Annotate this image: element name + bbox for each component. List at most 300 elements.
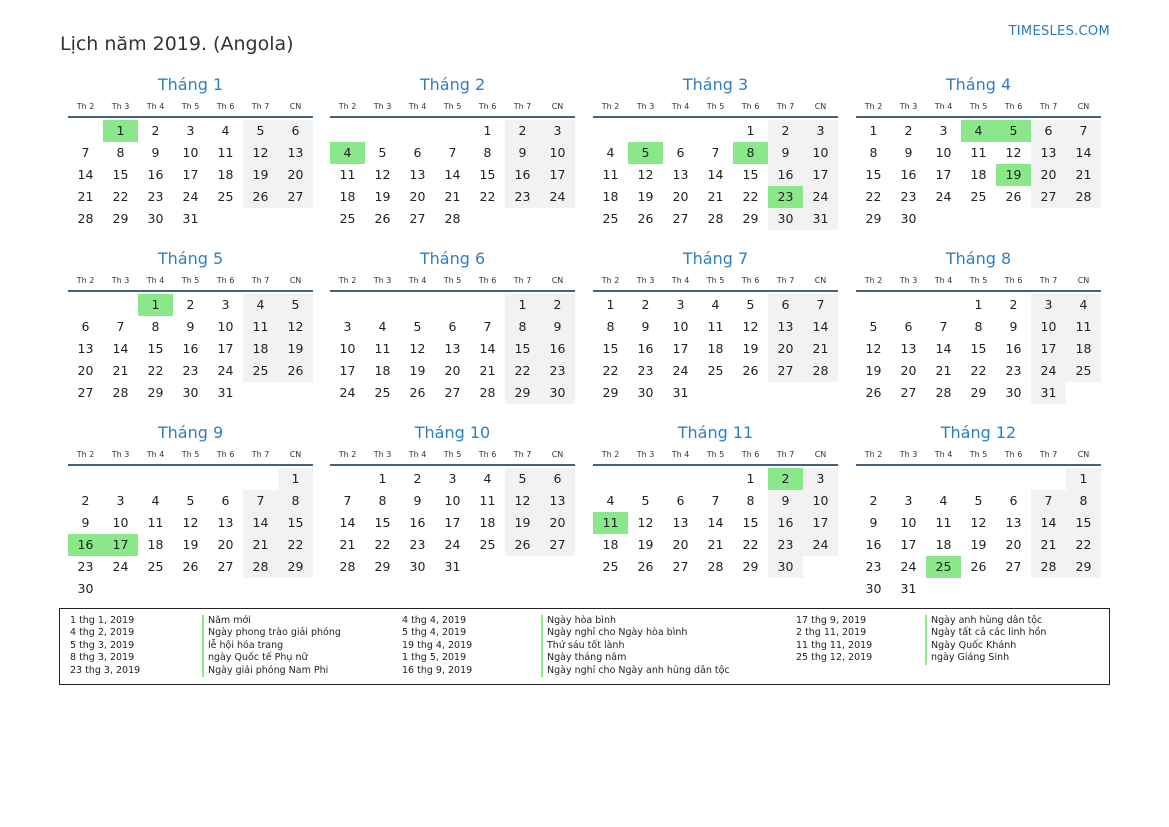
day-cell: 8 (505, 316, 540, 338)
day-cell: 30 (409, 559, 426, 574)
day-cell: 16 (900, 167, 917, 182)
legend-dates-col-3 (796, 615, 872, 665)
day-cell: 12 (243, 142, 278, 164)
day-cell: 12 (865, 341, 882, 356)
day-cell: 22 (374, 537, 391, 552)
weekday-label: Th 5 (443, 102, 462, 111)
day-cell: 4 (151, 493, 160, 508)
day-cell: 12 (637, 167, 654, 182)
day-cell: 5 (641, 493, 650, 508)
day-cell: 7 (483, 319, 492, 334)
weekday-header (856, 274, 1101, 288)
day-cell: 12 (637, 515, 654, 530)
day-cell: 25 (1066, 360, 1101, 382)
day-cell: 4 (221, 123, 230, 138)
day-cell: 12 (742, 319, 759, 334)
empty-cell (628, 468, 663, 490)
day-cell: 29 (505, 382, 540, 404)
day-cell: 24 (112, 559, 129, 574)
day-cell: 13 (672, 167, 689, 182)
day-cell: 10 (182, 145, 199, 160)
day-cell: 5 (974, 493, 983, 508)
day-cell: 4 (711, 297, 720, 312)
day-cell: 20 (409, 189, 426, 204)
day-cell: 22 (505, 360, 540, 382)
day-cell: 13 (672, 515, 689, 530)
weekday-label: Th 6 (741, 276, 760, 285)
month-divider (330, 464, 575, 466)
day-cell: 7 (711, 493, 720, 508)
day-cell: 31 (803, 208, 838, 230)
day-cell: 9 (641, 319, 650, 334)
legend-holiday-name: Ngày giải phóng Nam Phi (202, 665, 341, 677)
day-cell: 18 (217, 167, 234, 182)
day-cell: 26 (1005, 189, 1022, 204)
day-cell: 28 (243, 556, 278, 578)
day-cell: 3 (186, 123, 195, 138)
day-cell: 2 (540, 294, 575, 316)
day-cell: 26 (637, 559, 654, 574)
day-cell: 7 (243, 490, 278, 512)
day-cell: 16 (540, 338, 575, 360)
day-cell: 13 (217, 515, 234, 530)
empty-cell (663, 120, 698, 142)
weekday-label: Th 3 (373, 276, 392, 285)
day-cell: 28 (935, 385, 952, 400)
day-cell: 12 (278, 316, 313, 338)
day-cell: 12 (182, 515, 199, 530)
empty-cell (400, 294, 435, 316)
weekday-label: Th 7 (251, 102, 270, 111)
empty-cell (103, 468, 138, 490)
empty-cell (891, 468, 926, 490)
day-cell: 16 (147, 167, 164, 182)
empty-cell (698, 120, 733, 142)
weekday-label: CN (814, 276, 827, 285)
day-cell: 30 (637, 385, 654, 400)
day-cell: 14 (803, 316, 838, 338)
day-cell: 3 (676, 297, 685, 312)
day-cell: 22 (479, 189, 496, 204)
day-cell: 19 (374, 189, 391, 204)
month-5 (68, 248, 313, 404)
day-cell: 9 (186, 319, 195, 334)
day-cell: 24 (900, 559, 917, 574)
month-divider (856, 464, 1101, 466)
weekday-label: Th 6 (741, 102, 760, 111)
weekday-label: Th 2 (76, 102, 95, 111)
day-cell: 5 (378, 145, 387, 160)
month-8 (856, 248, 1101, 404)
legend-names-col-1 (202, 615, 341, 677)
day-cell: 3 (540, 120, 575, 142)
day-cell: 6 (448, 319, 457, 334)
day-cell: 7 (81, 145, 90, 160)
legend-date: 11 thg 11, 2019 (796, 639, 873, 651)
day-cell: 11 (479, 493, 496, 508)
weekday-label: Th 3 (636, 102, 655, 111)
day-cell: 6 (278, 120, 313, 142)
legend-holiday-name: ngày Giáng Sinh (925, 652, 1046, 664)
day-cell: 25 (970, 189, 987, 204)
month-3 (593, 74, 838, 230)
day-cell: 22 (112, 189, 129, 204)
holiday-day-cell: 23 (768, 186, 803, 208)
day-cell: 14 (935, 341, 952, 356)
day-cell: 3 (904, 493, 913, 508)
legend-date: 5 thg 4, 2019 (402, 627, 467, 639)
day-cell: 10 (339, 341, 356, 356)
day-cell: 10 (217, 319, 234, 334)
legend-date: 8 thg 3, 2019 (70, 652, 135, 664)
day-cell: 8 (606, 319, 615, 334)
day-cell: 28 (77, 211, 94, 226)
day-cell: 16 (865, 537, 882, 552)
empty-cell (470, 294, 505, 316)
weekday-label: Th 4 (146, 102, 165, 111)
weekday-label: Th 5 (181, 102, 200, 111)
month-divider (330, 290, 575, 292)
weekday-label: Th 6 (216, 276, 235, 285)
day-cell: 3 (939, 123, 948, 138)
day-cell: 19 (865, 363, 882, 378)
day-cell: 24 (182, 189, 199, 204)
day-cell: 21 (77, 189, 94, 204)
holiday-day-cell: 1 (138, 294, 173, 316)
month-title: Tháng 10 (414, 423, 491, 442)
month-title: Tháng 1 (157, 75, 224, 94)
empty-cell (138, 468, 173, 490)
day-cell: 29 (278, 556, 313, 578)
weekday-label: Th 4 (671, 276, 690, 285)
day-cell: 26 (278, 360, 313, 382)
day-cell: 13 (409, 167, 426, 182)
day-grid (330, 468, 575, 578)
day-grid (593, 294, 838, 404)
day-cell: 11 (602, 167, 619, 182)
day-cell: 20 (1031, 164, 1066, 186)
legend-holiday-name: Ngày hòa bình (541, 615, 730, 627)
weekday-header (68, 100, 313, 114)
holiday-legend (59, 608, 1110, 685)
day-cell: 29 (1066, 556, 1101, 578)
day-cell: 24 (803, 186, 838, 208)
legend-date: 19 thg 4, 2019 (402, 639, 473, 651)
day-cell: 11 (243, 316, 278, 338)
day-cell: 18 (935, 537, 952, 552)
day-cell: 25 (374, 385, 391, 400)
day-cell: 22 (147, 363, 164, 378)
day-cell: 24 (935, 189, 952, 204)
day-cell: 6 (1009, 493, 1018, 508)
day-grid (856, 294, 1101, 404)
day-cell: 28 (707, 559, 724, 574)
day-cell: 1 (606, 297, 615, 312)
day-cell: 13 (540, 490, 575, 512)
day-cell: 14 (1031, 512, 1066, 534)
day-cell: 6 (540, 468, 575, 490)
day-cell: 10 (900, 515, 917, 530)
weekday-label: Th 2 (338, 276, 357, 285)
day-cell: 6 (768, 294, 803, 316)
legend-date: 1 thg 5, 2019 (402, 652, 467, 664)
day-cell: 1 (746, 471, 755, 486)
empty-cell (68, 468, 103, 490)
weekday-label: CN (814, 102, 827, 111)
day-cell: 15 (970, 341, 987, 356)
day-cell: 19 (742, 341, 759, 356)
weekday-header (68, 448, 313, 462)
day-cell: 23 (1005, 363, 1022, 378)
day-cell: 9 (81, 515, 90, 530)
day-cell: 13 (900, 341, 917, 356)
empty-cell (68, 120, 103, 142)
day-cell: 4 (939, 493, 948, 508)
empty-cell (103, 294, 138, 316)
legend-date: 1 thg 1, 2019 (70, 615, 135, 626)
weekday-label: CN (1077, 276, 1090, 285)
day-cell: 2 (904, 123, 913, 138)
day-grid (593, 468, 838, 578)
empty-cell (663, 468, 698, 490)
day-cell: 21 (935, 363, 952, 378)
weekday-label: Th 5 (443, 276, 462, 285)
month-title: Tháng 9 (157, 423, 224, 442)
day-cell: 26 (505, 534, 540, 556)
day-cell: 18 (243, 338, 278, 360)
day-cell: 14 (243, 512, 278, 534)
weekday-label: Th 2 (76, 276, 95, 285)
day-cell: 25 (707, 363, 724, 378)
day-cell: 28 (444, 211, 461, 226)
empty-cell (856, 468, 891, 490)
holiday-day-cell: 4 (330, 142, 365, 164)
day-cell: 11 (935, 515, 952, 530)
day-cell: 15 (374, 515, 391, 530)
day-cell: 30 (768, 556, 803, 578)
day-cell: 26 (374, 211, 391, 226)
day-cell: 5 (869, 319, 878, 334)
empty-cell (330, 294, 365, 316)
day-grid (68, 294, 313, 404)
day-cell: 20 (444, 363, 461, 378)
month-1 (68, 74, 313, 230)
day-cell: 8 (869, 145, 878, 160)
day-cell: 20 (672, 189, 689, 204)
weekday-header (330, 100, 575, 114)
day-cell: 30 (865, 581, 882, 596)
legend-date: 16 thg 9, 2019 (402, 664, 473, 676)
day-grid (856, 120, 1101, 230)
day-cell: 8 (378, 493, 387, 508)
day-cell: 20 (217, 537, 234, 552)
day-cell: 13 (1005, 515, 1022, 530)
day-cell: 23 (409, 537, 426, 552)
legend-holiday-name: Ngày Quốc Khánh (925, 640, 1046, 652)
empty-cell (961, 468, 996, 490)
day-cell: 17 (672, 341, 689, 356)
day-cell: 2 (413, 471, 422, 486)
day-cell: 8 (278, 490, 313, 512)
weekday-label: Th 7 (251, 450, 270, 459)
day-cell: 31 (217, 385, 234, 400)
day-cell: 24 (540, 186, 575, 208)
empty-cell (365, 294, 400, 316)
day-cell: 17 (900, 537, 917, 552)
weekday-label: Th 5 (706, 450, 725, 459)
weekday-label: CN (551, 102, 564, 111)
day-cell: 28 (1031, 556, 1066, 578)
day-cell: 24 (672, 363, 689, 378)
day-cell: 25 (479, 537, 496, 552)
empty-cell (593, 468, 628, 490)
day-cell: 12 (1005, 145, 1022, 160)
day-cell: 9 (1009, 319, 1018, 334)
day-grid (330, 294, 575, 404)
day-cell: 28 (339, 559, 356, 574)
legend-holiday-name: Năm mới (202, 615, 341, 627)
month-9 (68, 422, 313, 600)
day-cell: 27 (672, 211, 689, 226)
day-cell: 19 (637, 537, 654, 552)
day-cell: 4 (483, 471, 492, 486)
day-cell: 13 (768, 316, 803, 338)
day-cell: 29 (602, 385, 619, 400)
day-cell: 2 (186, 297, 195, 312)
day-cell: 2 (1009, 297, 1018, 312)
empty-cell (996, 468, 1031, 490)
day-cell: 3 (803, 468, 838, 490)
month-title: Tháng 12 (940, 423, 1017, 442)
day-cell: 21 (339, 537, 356, 552)
weekday-label: Th 4 (408, 450, 427, 459)
day-cell: 5 (413, 319, 422, 334)
day-cell: 10 (803, 142, 838, 164)
month-title: Tháng 5 (157, 249, 224, 268)
day-cell: 5 (505, 468, 540, 490)
weekday-label: Th 4 (934, 276, 953, 285)
day-cell: 3 (448, 471, 457, 486)
day-cell: 2 (869, 493, 878, 508)
day-cell: 8 (746, 493, 755, 508)
day-cell: 24 (444, 537, 461, 552)
day-cell: 16 (1005, 341, 1022, 356)
weekday-label: Th 7 (1039, 276, 1058, 285)
day-cell: 12 (409, 341, 426, 356)
weekday-label: Th 6 (741, 450, 760, 459)
month-divider (593, 116, 838, 118)
day-cell: 5 (746, 297, 755, 312)
day-cell: 26 (742, 363, 759, 378)
weekday-label: Th 3 (111, 450, 130, 459)
weekday-label: Th 2 (601, 450, 620, 459)
day-cell: 30 (768, 208, 803, 230)
weekday-label: CN (1077, 450, 1090, 459)
day-cell: 28 (803, 360, 838, 382)
day-cell: 14 (479, 341, 496, 356)
site-link[interactable]: TIMESLES.COM (1008, 24, 1110, 39)
weekday-label: Th 6 (478, 450, 497, 459)
day-cell: 6 (1031, 120, 1066, 142)
day-cell: 22 (970, 363, 987, 378)
day-cell: 7 (1066, 120, 1101, 142)
day-cell: 29 (112, 211, 129, 226)
weekday-header (593, 100, 838, 114)
day-cell: 4 (243, 294, 278, 316)
day-cell: 6 (676, 145, 685, 160)
weekday-label: Th 5 (443, 450, 462, 459)
day-cell: 27 (278, 186, 313, 208)
day-cell: 24 (217, 363, 234, 378)
day-cell: 2 (768, 120, 803, 142)
calendar-grid (68, 74, 1102, 599)
weekday-label: Th 4 (408, 102, 427, 111)
day-cell: 15 (479, 167, 496, 182)
day-cell: 14 (77, 167, 94, 182)
day-cell: 25 (243, 360, 278, 382)
day-cell: 11 (217, 145, 234, 160)
weekday-label: Th 7 (1039, 450, 1058, 459)
empty-cell (68, 294, 103, 316)
holiday-day-cell: 1 (103, 120, 138, 142)
day-cell: 8 (1066, 490, 1101, 512)
holiday-day-cell: 2 (768, 468, 803, 490)
day-cell: 12 (505, 490, 540, 512)
month-divider (856, 290, 1101, 292)
weekday-label: CN (551, 450, 564, 459)
day-cell: 27 (444, 385, 461, 400)
weekday-label: Th 4 (408, 276, 427, 285)
day-cell: 18 (339, 189, 356, 204)
day-cell: 25 (602, 211, 619, 226)
day-cell: 21 (707, 189, 724, 204)
empty-cell (365, 120, 400, 142)
day-cell: 21 (444, 189, 461, 204)
day-cell: 26 (970, 559, 987, 574)
weekday-label: Th 2 (76, 450, 95, 459)
day-cell: 11 (707, 319, 724, 334)
day-cell: 19 (970, 537, 987, 552)
weekday-label: Th 3 (636, 450, 655, 459)
day-cell: 9 (768, 142, 803, 164)
day-cell: 22 (742, 537, 759, 552)
weekday-label: CN (1077, 102, 1090, 111)
page-title: Lịch năm 2019. (Angola) (60, 32, 294, 55)
day-cell: 23 (900, 189, 917, 204)
empty-cell (330, 468, 365, 490)
empty-cell (243, 468, 278, 490)
day-cell: 7 (711, 145, 720, 160)
day-cell: 20 (540, 512, 575, 534)
day-grid (856, 468, 1101, 600)
month-title: Tháng 4 (945, 75, 1012, 94)
empty-cell (593, 120, 628, 142)
day-cell: 15 (1066, 512, 1101, 534)
day-cell: 19 (243, 164, 278, 186)
month-2 (330, 74, 575, 230)
legend-date: 2 thg 11, 2019 (796, 627, 867, 639)
day-cell: 8 (974, 319, 983, 334)
legend-names-col-3 (925, 615, 1046, 665)
empty-cell (435, 294, 470, 316)
day-cell: 30 (1005, 385, 1022, 400)
day-cell: 20 (768, 338, 803, 360)
day-cell: 10 (112, 515, 129, 530)
weekday-label: Th 5 (706, 276, 725, 285)
day-cell: 31 (900, 581, 917, 596)
day-cell: 10 (444, 493, 461, 508)
legend-date: 23 thg 3, 2019 (70, 664, 141, 676)
